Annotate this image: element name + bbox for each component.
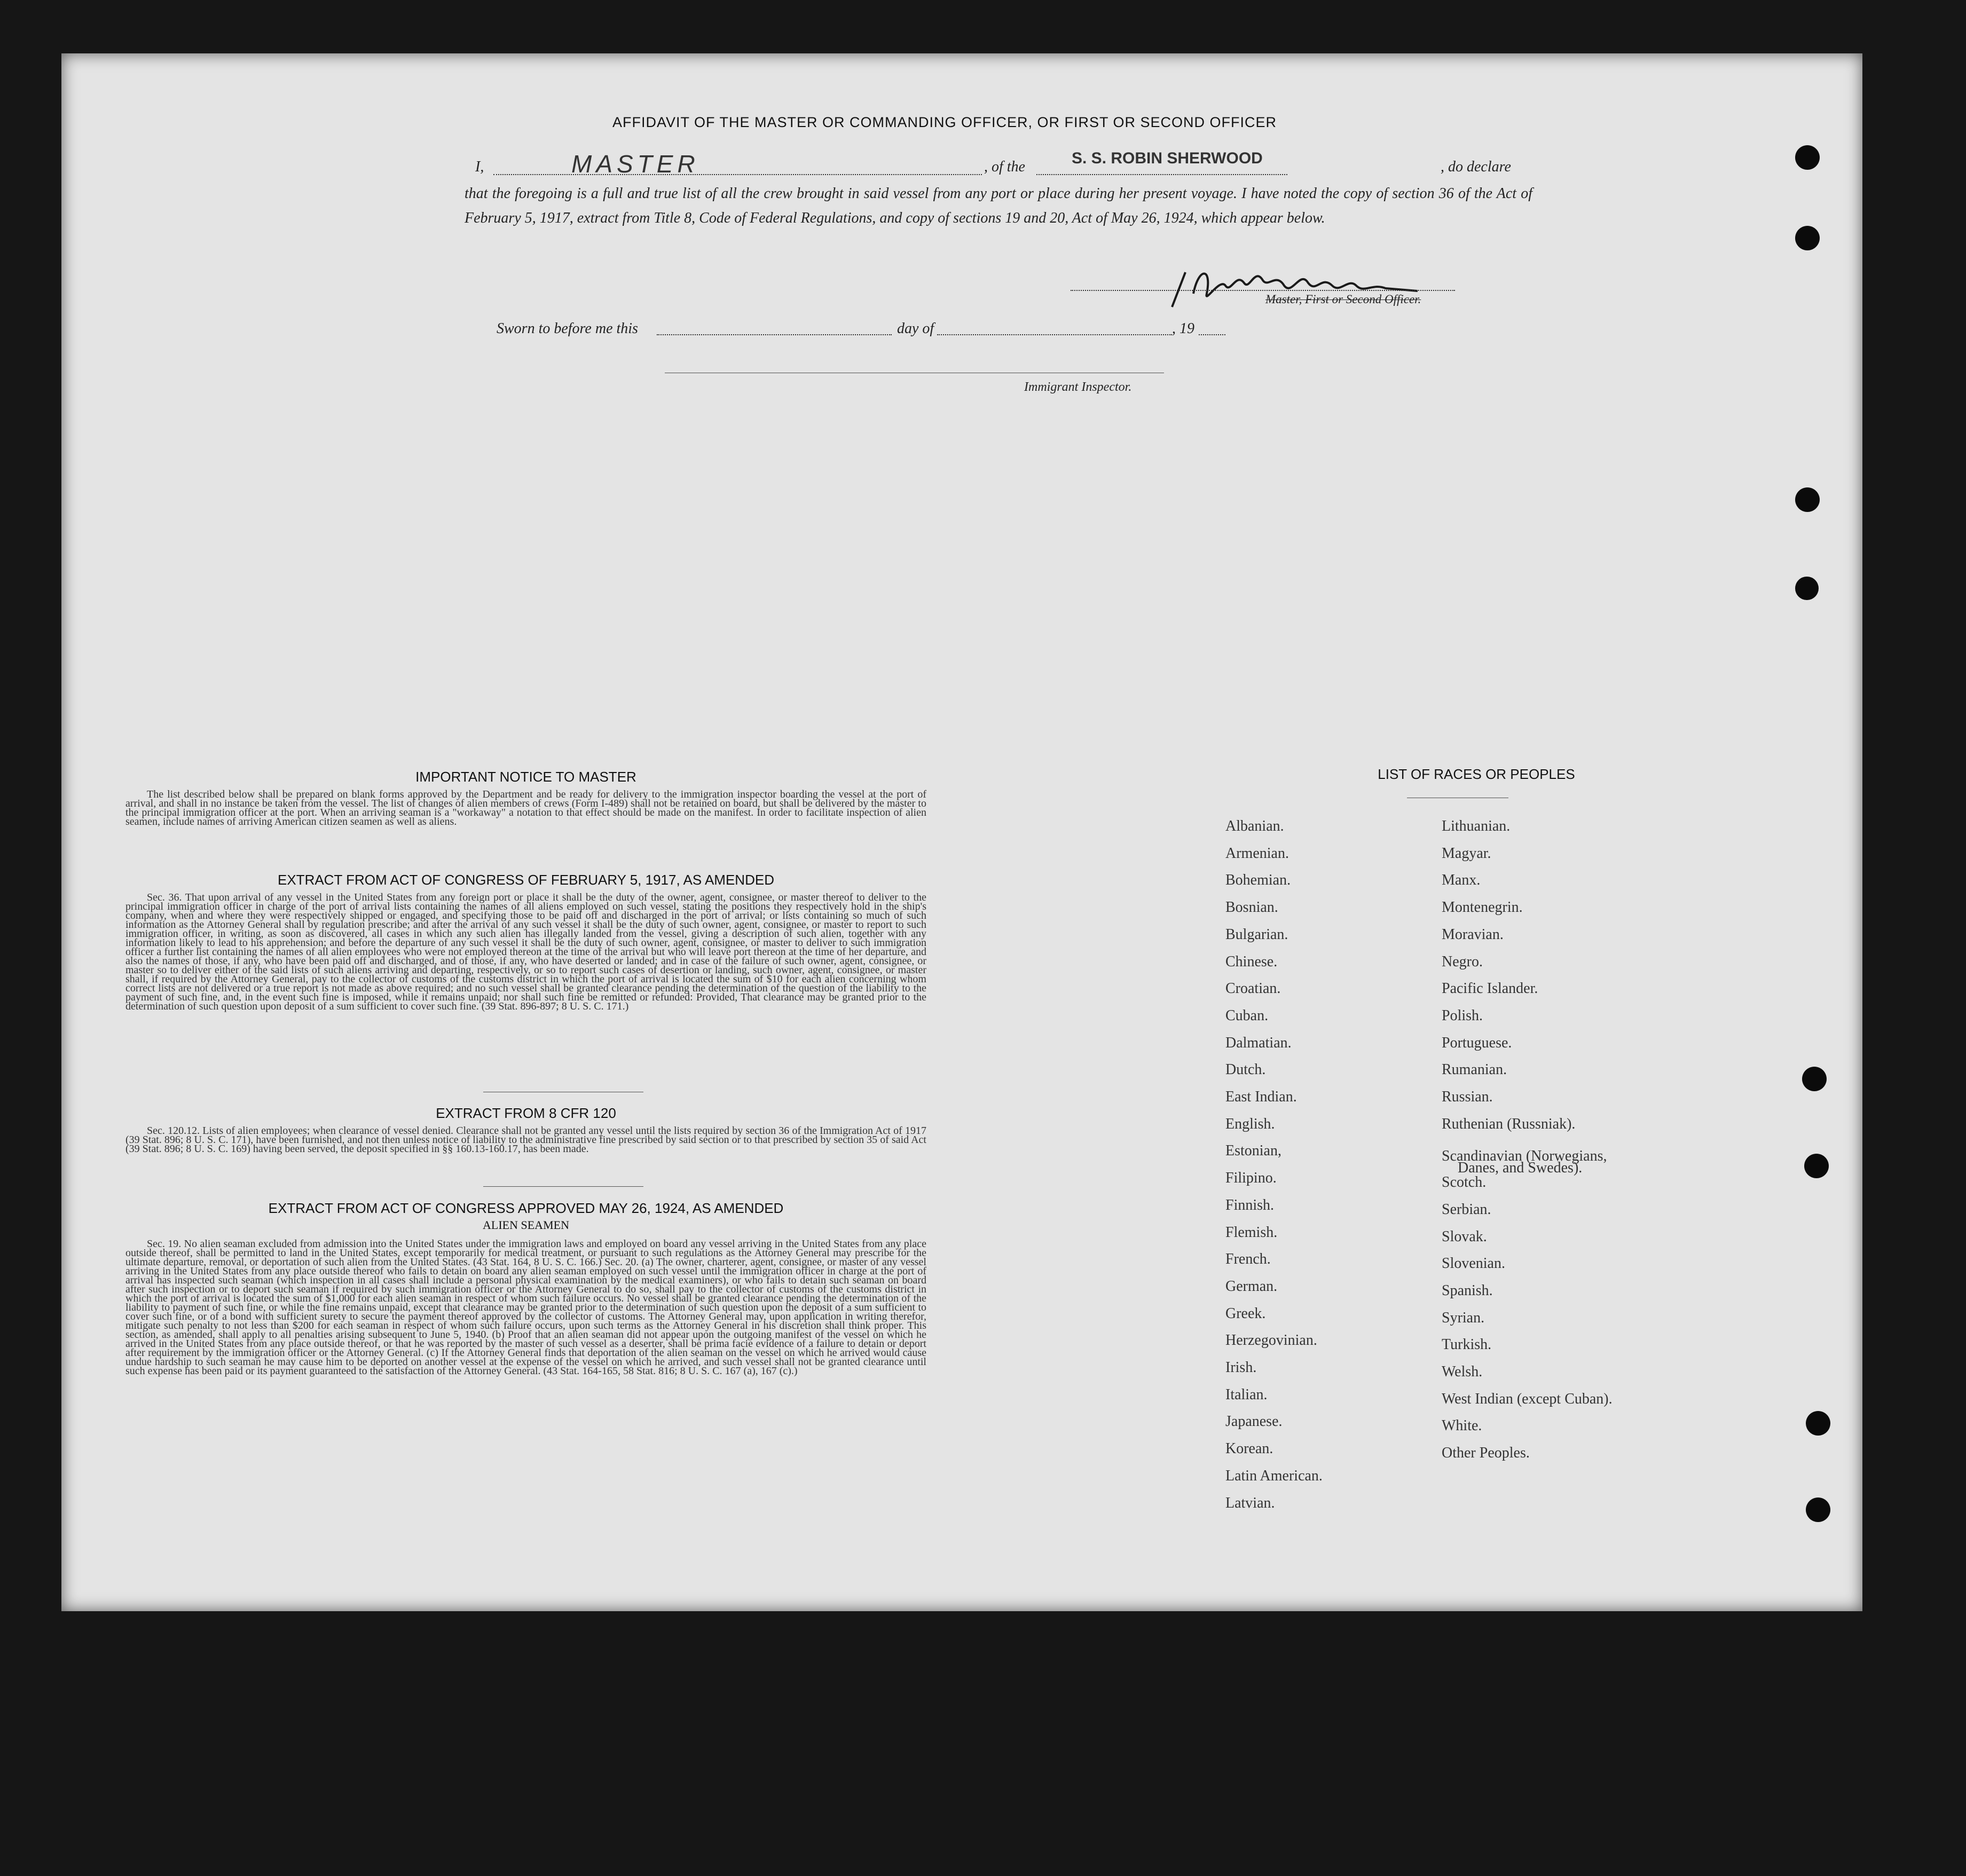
signature-line (1071, 290, 1455, 291)
race-item: Slovak. (1442, 1228, 1487, 1245)
extract-1924-title: EXTRACT FROM ACT OF CONGRESS APPROVED MAY 26, 1924, AS AMENDED (268, 1200, 784, 1216)
extract-1917-title: EXTRACT FROM ACT OF CONGRESS OF FEBRUARY 5, 1917, AS AMENDED (278, 872, 774, 888)
race-item: Serbian. (1442, 1201, 1491, 1218)
affidavit-body: that the foregoing is a full and true list of all the crew brought in said vessel from any port or place during her present voyage. I have noted the copy of section 36 of the Act of February 5, 1917, extract from Title 8, Code of Federal Regulations, and copy of sections 19 and 20, Act of May 26, 1924, which appear below. (465, 185, 1532, 226)
race-item: Lithuanian. (1442, 818, 1511, 834)
binder-hole (1795, 145, 1820, 170)
race-item: Russian. (1442, 1089, 1493, 1105)
race-item: Bosnian. (1225, 899, 1278, 916)
extract-cfr-text: Sec. 120.12. Lists of alien employees; when clearance of vessel denied. Clearance shall not be granted any vessel until the lists required by section 36 of the Immigration Act of 1917 (39 Stat. 896; 8 U. S. C. 171), have been furnished, and not then unless notice of liability to the administrative fine prescribed by said section or to that prescribed by section 35 of said Act (39 Stat. 896; 8 U. S. C. 169) having been served, the deposit specified in §§ 160.13-160.17, has been made. (125, 1125, 926, 1155)
race-item: Flemish. (1225, 1224, 1278, 1241)
race-item: Slovenian. (1442, 1255, 1505, 1272)
race-item: Other Peoples. (1442, 1445, 1530, 1462)
race-item: Croatian. (1225, 980, 1281, 997)
race-item: Magyar. (1442, 845, 1491, 862)
race-item: Montenegrin. (1442, 899, 1523, 916)
race-item: Bulgarian. (1225, 926, 1288, 943)
race-item: Bohemian. (1225, 872, 1291, 889)
race-item: Armenian. (1225, 845, 1289, 862)
affidavit-title: AFFIDAVIT OF THE MASTER OR COMMANDING OFFICER, OR FIRST OR SECOND OFFICER (612, 114, 1277, 130)
race-item: Latin American. (1225, 1467, 1323, 1484)
race-item: Latvian. (1225, 1494, 1275, 1511)
notice-title: IMPORTANT NOTICE TO MASTER (415, 769, 636, 785)
race-item: Turkish. (1442, 1336, 1492, 1353)
binder-hole (1806, 1411, 1830, 1436)
sworn-month-line (937, 334, 1172, 335)
binder-hole (1802, 1067, 1827, 1091)
race-item: White. (1442, 1417, 1482, 1434)
vessel-name: S. S. ROBIN SHERWOOD (1072, 149, 1263, 167)
document-page (61, 53, 1862, 1611)
notice-text: The list described below shall be prepared on blank forms approved by the Department and be ready for delivery to the immigration inspector boarding the vessel at the port of arrival, and shall in no instance be taken from the vessel. The list of changes of alien members of crews (Form I-489) shall not be retained on board, but shall be delivered by the master to the principal immigration officer at the port. When an arriving seaman is a "workaway" a notation to that effect should be made on the manifest. In order to facilitate inspection of alien seamen, include names of arriving American citizen seamen as well as aliens. (125, 789, 926, 827)
race-item: Korean. (1225, 1440, 1273, 1457)
race-item: Manx. (1442, 872, 1481, 889)
extract-1917-text: Sec. 36. That upon arrival of any vessel in the United States from any foreign port or place it shall be the duty of the owner, agent, consignee, or master thereof to deliver to the principal immigration officer in charge of the port of arrival lists containing the names of all aliens employed on such vessel, stating the positions they respectively hold in the ship's company, when and where they were respectively shipped or engaged, and specifying those to be paid off and discharged in the port of arrival; or lists containing so much of such information as the Attorney General shall by regulation prescribe; and after the arrival of any such vessel it shall be the duty of such owner, agent, consignee, or master to report to such immigration officer, in writing, as soon as discovered, all cases in which any such alien has illegally landed from the vessel, giving a description of such alien, together with any information likely to lead to his apprehension; and before the departure of any such vessel it shall be the duty of such owner, agent, consignee, or master to deliver to such immigration officer a further list containing the names of all alien employees who were not employed thereon at the time of the arrival but who will leave port thereon at the time of her departure, and also the names of those, if any, who have been paid off and discharged, and of those, if any, who have deserted or landed; and in case of the failure of such owner, agent, consignee, or master so to deliver either of the said lists of such aliens arriving and departing, respectively, or so to report such cases of desertion or landing, such owner, agent, consignee, or master shall, if required by the Attorney General, pay to the collector of customs of the customs district in which the port of arrival is located the sum of $10 for each alien concerning whom correct lists are not delivered or a true report is not made as above required; and no such vessel shall be granted clearance pending the determination of the question of the liability to the payment of such fine, and, in the event such fine is imposed, while it remains unpaid; nor shall such fine be remitted or refunded: Provided, That clearance may be granted prior to the determination of such question upon deposit of a sum sufficient to cover such fine. (39 Stat. 896-897; 8 U. S. C. 171.) (125, 892, 926, 1012)
binder-hole (1795, 487, 1820, 512)
race-item: Cuban. (1225, 1007, 1269, 1024)
race-item: German. (1225, 1278, 1278, 1295)
extract-1924-text: Sec. 19. No alien seaman excluded from admission into the United States under the immigration laws and employed on board any vessel arriving in the United States from any place outside thereof, shall be permitted to land in the United States, except temporarily for medical treatment, or pursuant to such regulations as the Attorney General may prescribe for the ultimate departure, removal, or deportation of such alien from the United States. (43 Stat. 164, 8 U. S. C. 166.) Sec. 20. (a) The owner, charterer, agent, consignee, or master of any vessel arriving in the United States from any place outside thereof who fails to detain on board any alien seaman employed on such vessel until the immigration officer in charge at the port of arrival has inspected such seaman (which inspection in all cases shall include a personal physical examination by the medical examiners), or who fails to detain such seaman on board after such inspection or to deport such seaman if required by such immigration officer or the Attorney General to do so, shall pay to the collector of customs of the customs district in which the port of arrival is located the sum of $1,000 for each alien seaman in respect of whom such failure occurs. No vessel shall be granted clearance pending the determination of the liability to payment of such fine, or while the fine remains unpaid, except that clearance may be granted prior to the determination of such question upon the deposit of a sum sufficient to cover such fine, or of a bond with sufficient surety to secure the payment thereof approved by the collector of customs. The Attorney General may, upon application in writing therefor, mitigate such penalty to not less than $200 for each seaman in respect of whom such failure occurs, upon such terms as the Attorney General in his discretion shall think proper. This section, as amended, shall apply to all penalties arising subsequent to June 5, 1940. (b) Proof that an alien seaman did not appear upon the outgoing manifest of the vessel on which he arrived in the United States from any place outside thereof, or that he was reported by the master of such vessel as a deserter, shall be prima facie evidence of a failure to detain or deport after requirement by the immigration officer or the Attorney General. (c) If the Attorney General finds that deportation of the alien seaman on the vessel on which he arrived would cause undue hardship to such seaman he may cause him to be deported on another vessel at the expense of the vessel on which he arrived, and such vessel shall not be granted clearance until such expense has been paid or its payment guaranteed to the satisfaction of the Attorney General. (43 Stat. 164-165, 58 Stat. 816; 8 U. S. C. 167 (a), 167 (c).) (125, 1238, 926, 1377)
race-item: Negro. (1442, 953, 1483, 970)
race-item: Italian. (1225, 1386, 1268, 1403)
race-item: Dutch. (1225, 1061, 1266, 1078)
name-line (493, 174, 982, 175)
binder-hole (1795, 577, 1819, 600)
race-item: English. (1225, 1115, 1275, 1132)
race-item: Herzegovinian. (1225, 1332, 1317, 1349)
of-the-label: , of the (984, 159, 1025, 175)
race-item: Greek. (1225, 1305, 1266, 1322)
race-item: Albanian. (1225, 818, 1284, 834)
extract-1924-subtitle: ALIEN SEAMEN (483, 1218, 569, 1232)
i-label: I, (475, 159, 484, 175)
race-item: Japanese. (1225, 1413, 1283, 1430)
race-item: West Indian (except Cuban). (1442, 1390, 1613, 1407)
binder-hole (1804, 1154, 1829, 1178)
do-declare-label: , do declare (1441, 159, 1511, 175)
race-item: Welsh. (1442, 1363, 1483, 1380)
race-item: Scotch. (1442, 1174, 1487, 1191)
race-item: Syrian. (1442, 1309, 1485, 1326)
race-item: Dalmatian. (1225, 1034, 1292, 1051)
race-item: French. (1225, 1251, 1271, 1268)
day-of-label: day of (897, 320, 934, 337)
divider-2 (483, 1186, 643, 1187)
year-prefix: , 19 (1172, 320, 1194, 337)
year-line (1199, 334, 1225, 335)
race-item: Polish. (1442, 1007, 1483, 1024)
race-item: Danes, and Swedes). (1458, 1160, 1583, 1177)
extract-cfr-title: EXTRACT FROM 8 CFR 120 (436, 1105, 616, 1121)
race-item: Scandinavian (Norwegians, (1442, 1148, 1607, 1165)
race-item: Rumanian. (1442, 1061, 1507, 1078)
inspector-label: Immigrant Inspector. (1024, 380, 1132, 394)
race-item: Irish. (1225, 1359, 1257, 1376)
race-item: Spanish. (1442, 1282, 1493, 1299)
race-item: Pacific Islander. (1442, 980, 1538, 997)
race-item: Finnish. (1225, 1196, 1275, 1213)
signature-caption: Master, First or Second Officer. (1265, 293, 1421, 306)
name-handwritten: MASTER (571, 150, 699, 178)
binder-hole (1806, 1497, 1830, 1522)
sworn-day-line (657, 334, 892, 335)
sworn-label: Sworn to before me this (497, 320, 638, 337)
race-item: East Indian. (1225, 1089, 1297, 1105)
race-item: Portuguese. (1442, 1034, 1512, 1051)
race-item: Estonian, (1225, 1142, 1281, 1160)
race-item: Ruthenian (Russniak). (1442, 1115, 1576, 1132)
race-item: Filipino. (1225, 1170, 1277, 1187)
race-item: Chinese. (1225, 953, 1278, 970)
races-title: LIST OF RACES OR PEOPLES (1378, 766, 1575, 782)
race-item: Moravian. (1442, 926, 1504, 943)
binder-hole (1795, 226, 1820, 250)
vessel-line (1036, 174, 1287, 175)
